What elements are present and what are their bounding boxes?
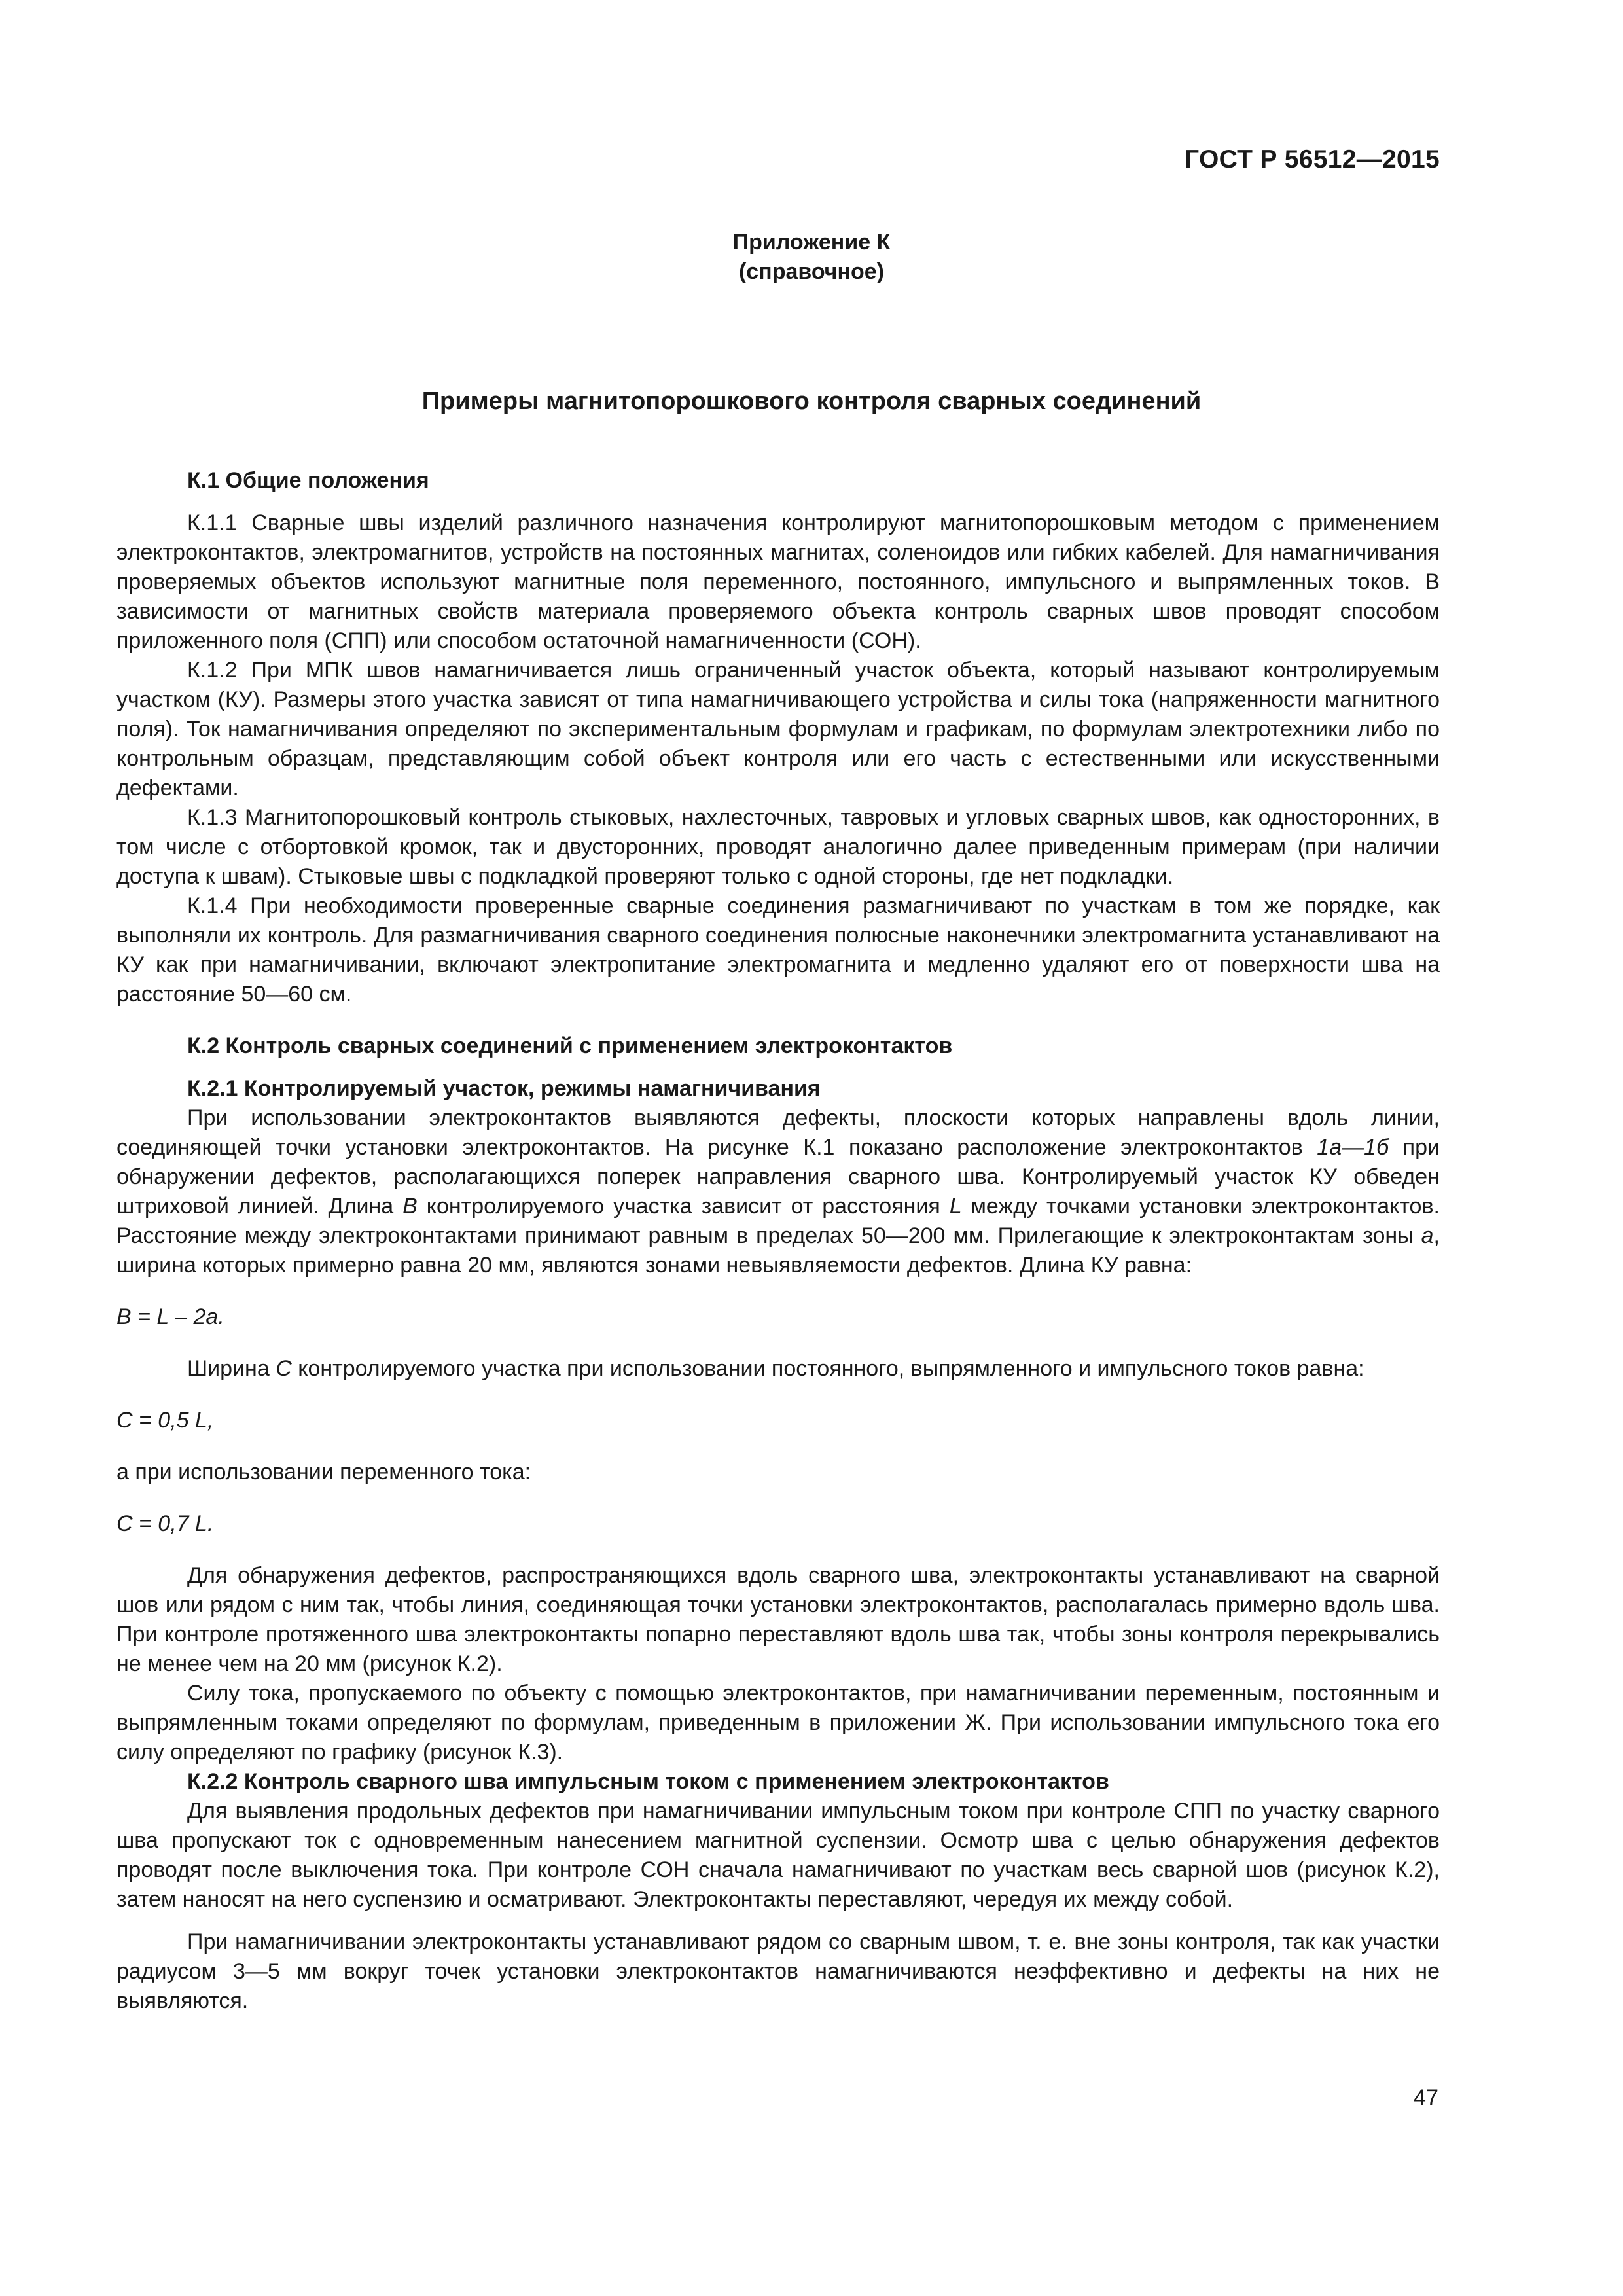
document-code: ГОСТ Р 56512—2015 bbox=[1185, 145, 1440, 173]
appendix-type: (справочное) bbox=[738, 259, 885, 285]
paragraph-k22-1: Для выявления продольных дефектов при намагничивании импульсным током при контроле СПП по участку сварного шва пропускают ток с одновременным нанесением магнитной суспензии. Осмотр шва с целью обнаружения дефектов проводят после выключения тока. При контроле СОН сначала намагничивают по участкам весь сварной шов (рисунок К.2), затем наносят на него суспензию и осматривают. Электроконтакты переставляют, чередуя их между собой. bbox=[116, 1799, 1440, 1912]
formula-width-ac: С = 0,7 L. bbox=[116, 1511, 214, 1536]
paragraph-k1-3: К.1.3 Магнитопорошковый контроль стыковых, нахлесточных, тавровых и угловых сварных швов, как односторонних, в том числе с отбортовкой кромок, так и двусторонних, проводят аналогично далее приведенным примерам (при наличии доступа к швам). Стыковые швы с подкладкой проверяют только с одной стороны, где нет подкладки. bbox=[116, 805, 1440, 889]
subsection-heading-k22: К.2.2 Контроль сварного шва импульсным током с применением электроконтактов bbox=[187, 1769, 1109, 1794]
appendix-title: Приложение К bbox=[732, 230, 891, 255]
paragraph-k1-2: К.1.2 При МПК швов намагничивается лишь ограниченный участок объекта, который называют контролируемым участком (КУ). Размеры этого участка зависят от типа намагничивающего устройства и силы тока (напряженности магнитного поля). Ток намагничивания определяют по экспериментальным формулам и графикам, по формулам электротехники либо по контрольным образцам, представляющим собой объект контроля или его часть с естественными или искусственными дефектами. bbox=[116, 658, 1440, 800]
formula-width-dc: С = 0,5 L, bbox=[116, 1408, 214, 1433]
appendix-header bbox=[0, 228, 1623, 287]
section-heading-k1: К.1 Общие положения bbox=[187, 468, 429, 493]
paragraph-k22-2: При намагничивании электроконтакты устанавливают рядом со сварным швом, т. е. вне зоны контроля, так как участки радиусом 3—5 мм вокруг точек установки электроконтактов намагничиваются неэффективно и дефекты на них не выявляются. bbox=[116, 1929, 1440, 2013]
paragraph-k21-4: Для обнаружения дефектов, распространяющихся вдоль сварного шва, электроконтакты устанавливают на сварной шов или рядом с ним так, чтобы линия, соединяющая точки установки электроконтактов, располагалась примерно вдоль шва. При контроле протяженного шва электроконтакты попарно переставляют вдоль шва так, чтобы зоны контроля перекрывались не менее чем на 20 мм (рисунок К.2). bbox=[116, 1563, 1440, 1676]
document-body bbox=[116, 466, 1440, 2016]
page-number: 47 bbox=[1414, 2085, 1438, 2110]
paragraph-k21-3: а при использовании переменного тока: bbox=[116, 1460, 531, 1484]
formula-ku-length: В = L – 2а. bbox=[116, 1304, 224, 1329]
paragraph-k1-4: К.1.4 При необходимости проверенные сварные соединения размагничивают по участкам в том же порядке, как выполняли их контроль. Для размагничивания сварного соединения полюсные наконечники электромагнита устанавливают на КУ как при намагничивании, включают электропитание электромагнита и медленно удаляют его от поверхности шва на расстояние 50—60 см. bbox=[116, 893, 1440, 1007]
main-title: Примеры магнитопорошкового контроля сварных соединений bbox=[421, 387, 1202, 415]
paragraph-k1-1: К.1.1 Сварные швы изделий различного назначения контролируют магнитопорошковым методом с применением электроконтактов, электромагнитов, устройств на постоянных магнитах, соленоидов или гибких кабелей. Для намагничивания проверяемых объектов используют магнитные поля переменного, постоянного, импульсного и выпрямленных токов. В зависимости от магнитных свойств материала проверяемого объекта контроль сварных швов проводят способом приложенного поля (СПП) или способом остаточной намагниченности (СОН). bbox=[116, 511, 1440, 653]
section-heading-k2: К.2 Контроль сварных соединений с применением электроконтактов bbox=[187, 1033, 953, 1058]
paragraph-k21-5: Силу тока, пропускаемого по объекту с помощью электроконтактов, при намагничивании переменным, постоянным и выпрямленным токами определяют по формулам, приведенным в приложении Ж. При использовании импульсного тока его силу определяют по графику (рисунок К.3). bbox=[116, 1681, 1440, 1765]
paragraph-k21-2: Ширина С контролируемого участка при использовании постоянного, выпрямленного и импульсного токов равна: bbox=[187, 1356, 1364, 1381]
subsection-heading-k21: К.2.1 Контролируемый участок, режимы намагничивания bbox=[187, 1076, 821, 1101]
paragraph-k21-1: При использовании электроконтактов выявляются дефекты, плоскости которых направлены вдоль линии, соединяющей точки установки электроконтактов. На рисунке К.1 показано расположение электроконтактов 1а—1б при обнаружении дефектов, располагающихся поперек направления сварного шва. Контролируемый участок КУ обведен штриховой линией. Длина В контролируемого участка зависит от расстояния L между точками установки электроконтактов. Расстояние между электроконтактами принимают равным в пределах 50—200 мм. Прилегающие к электроконтактам зоны а, ширина которых примерно равна 20 мм, являются зонами невыявляемости дефектов. Длина КУ равна: bbox=[116, 1105, 1440, 1278]
